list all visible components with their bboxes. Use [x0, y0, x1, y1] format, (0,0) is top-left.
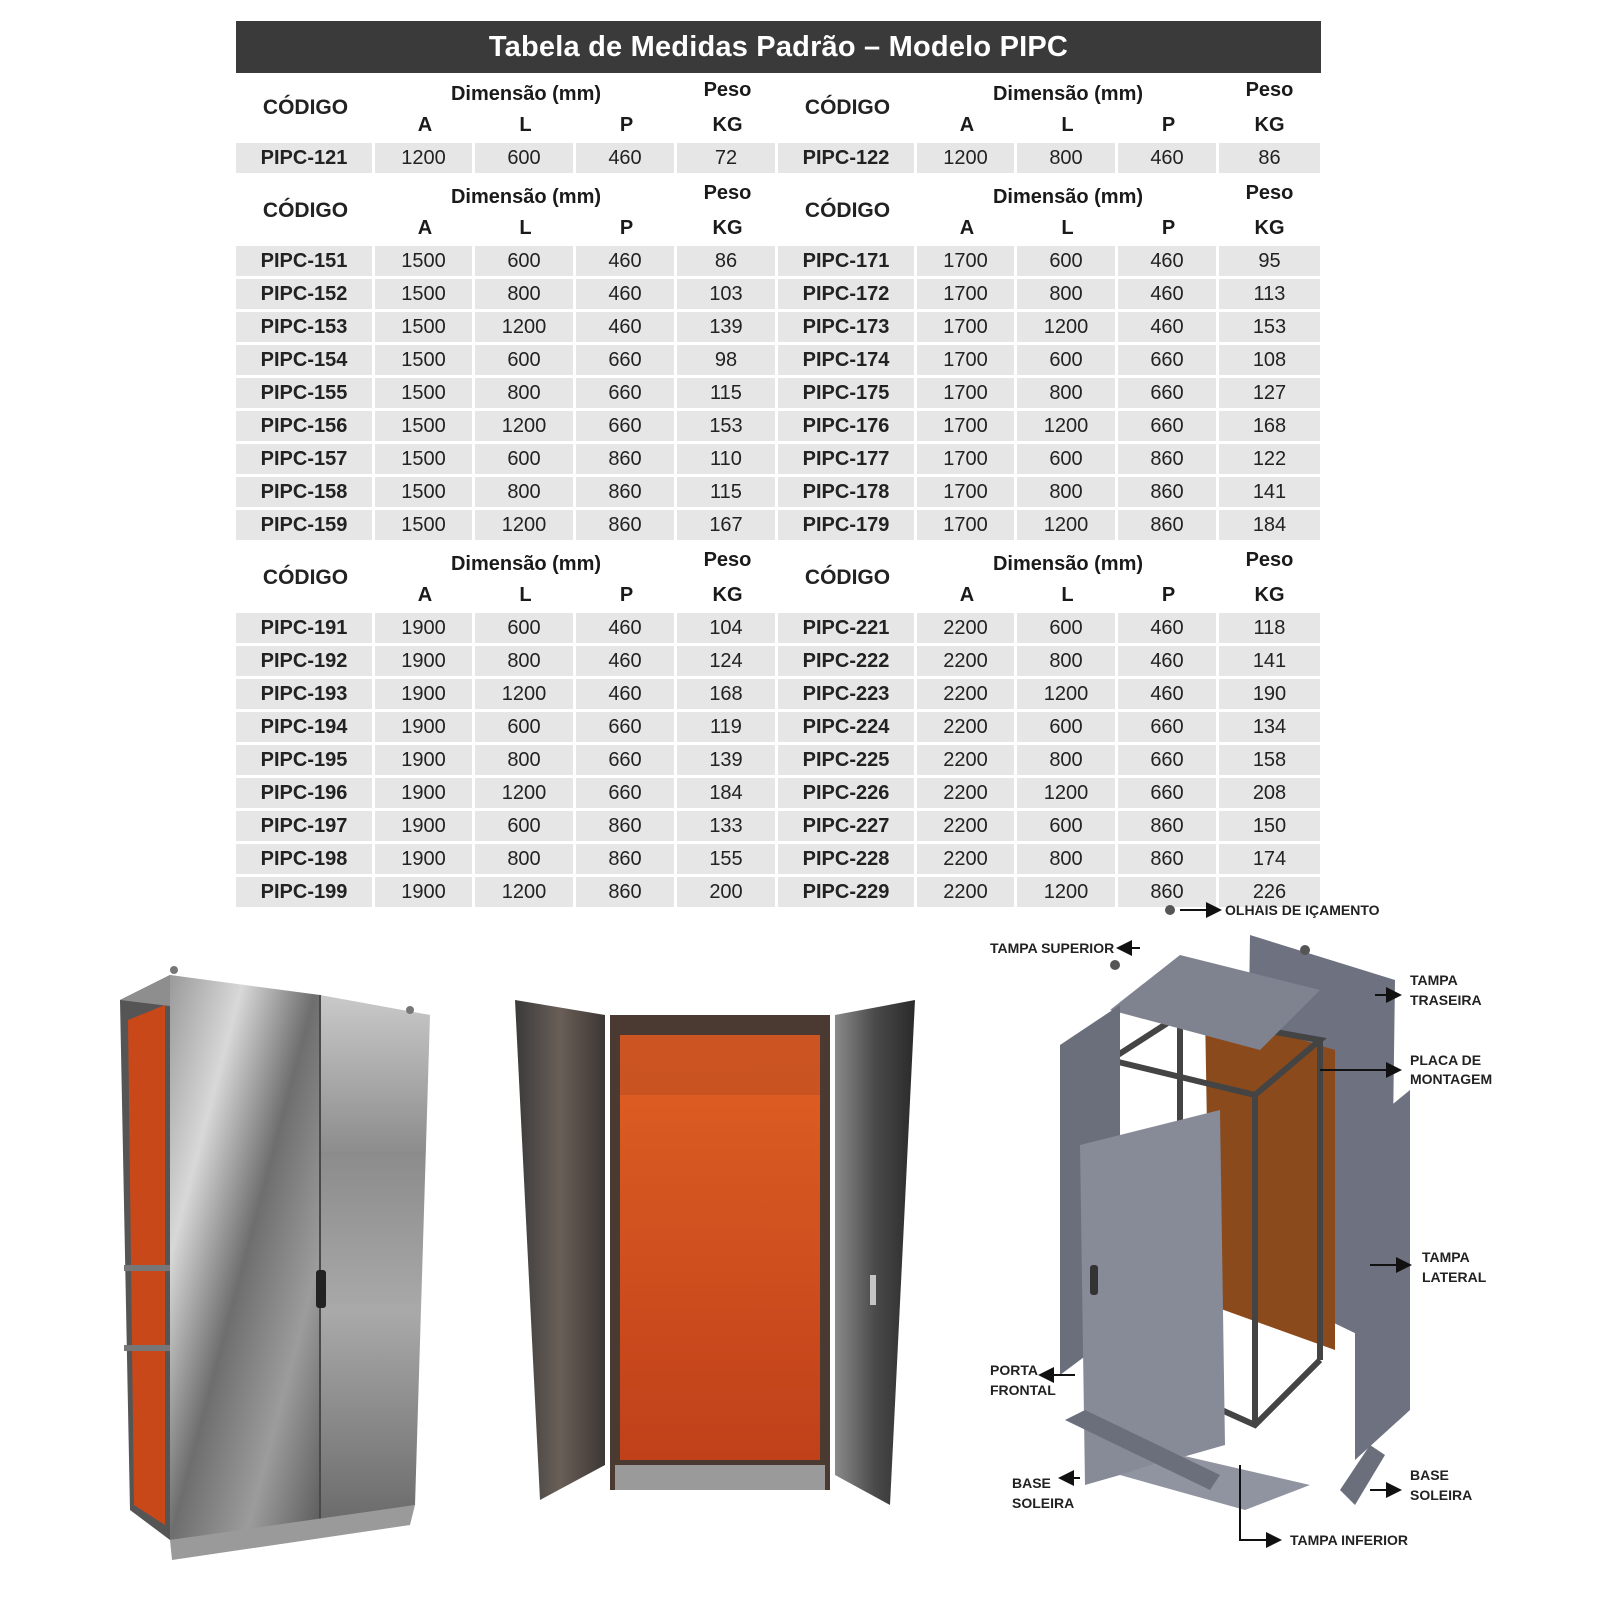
cell-value: 800 — [1017, 279, 1118, 312]
cell-value: 1200 — [1017, 312, 1118, 345]
cell-value: 660 — [576, 745, 677, 778]
cell-value: 1700 — [917, 411, 1017, 444]
cell-value: 800 — [475, 844, 576, 877]
cell-value: 190 — [1219, 679, 1320, 712]
cell-code: PIPC-174 — [778, 345, 917, 378]
header-a: A — [417, 217, 433, 239]
cell-value: 1700 — [917, 444, 1017, 477]
dimensions-table — [236, 21, 1321, 910]
cell-value: 2200 — [917, 844, 1017, 877]
cell-value: 139 — [677, 745, 778, 778]
header-dimensions — [375, 176, 778, 246]
cell-value: 800 — [1017, 844, 1118, 877]
cell-value: 1700 — [917, 345, 1017, 378]
label-porta-2: FRONTAL — [990, 1382, 1056, 1398]
cell-value: 600 — [475, 811, 576, 844]
header-code: CÓDIGO — [804, 96, 891, 119]
label-base-right-2: SOLEIRA — [1410, 1487, 1473, 1503]
cell-value: 1900 — [375, 811, 475, 844]
cell-value: 460 — [1118, 646, 1219, 679]
header-dimensions — [917, 73, 1320, 143]
label-tampa-inferior: TAMPA INFERIOR — [1290, 1532, 1408, 1548]
cell-value: 800 — [475, 378, 576, 411]
cell-code: PIPC-227 — [778, 811, 917, 844]
table-header — [236, 176, 1321, 246]
cell-value: 460 — [576, 679, 677, 712]
cell-value: 119 — [677, 712, 778, 745]
cell-code: PIPC-191 — [236, 613, 375, 646]
cell-value: 72 — [677, 143, 778, 176]
cell-value: 113 — [1219, 279, 1320, 312]
header-dimensions — [375, 73, 778, 143]
cell-code: PIPC-151 — [236, 246, 375, 279]
header-a: A — [417, 114, 433, 136]
header-a: A — [417, 584, 433, 606]
cell-value: 660 — [1118, 345, 1219, 378]
cell-value: 139 — [677, 312, 778, 345]
cell-code: PIPC-193 — [236, 679, 375, 712]
cell-code: PIPC-223 — [778, 679, 917, 712]
cell-value: 86 — [1219, 143, 1320, 176]
cell-value: 660 — [576, 378, 677, 411]
cell-value: 860 — [1118, 844, 1219, 877]
cell-value: 158 — [1219, 745, 1320, 778]
cell-value: 600 — [1017, 712, 1118, 745]
cell-code: PIPC-173 — [778, 312, 917, 345]
cell-value: 460 — [1118, 246, 1219, 279]
table-row — [236, 279, 1321, 312]
table-row — [236, 378, 1321, 411]
label-tampa-superior: TAMPA SUPERIOR — [990, 940, 1115, 956]
cell-code: PIPC-121 — [236, 143, 375, 176]
cell-value: 1700 — [917, 477, 1017, 510]
label-olhais: OLHAIS DE IÇAMENTO — [1225, 902, 1380, 918]
cell-value: 660 — [1118, 712, 1219, 745]
table-row — [236, 411, 1321, 444]
header-l: L — [519, 114, 532, 136]
cell-value: 1900 — [375, 712, 475, 745]
table-row — [236, 477, 1321, 510]
cell-code: PIPC-222 — [778, 646, 917, 679]
cell-code: PIPC-192 — [236, 646, 375, 679]
header-dimension-title: Dimensão (mm) — [450, 83, 602, 105]
cell-value: 460 — [576, 246, 677, 279]
cell-value: 600 — [1017, 345, 1118, 378]
cell-value: 460 — [1118, 312, 1219, 345]
cell-value: 133 — [677, 811, 778, 844]
closed-cabinet-photo — [110, 965, 440, 1565]
cell-value: 460 — [1118, 279, 1219, 312]
cell-value: 1200 — [475, 510, 576, 543]
cell-value: 2200 — [917, 679, 1017, 712]
cell-value: 184 — [677, 778, 778, 811]
cell-value: 153 — [677, 411, 778, 444]
cell-value: 460 — [1118, 679, 1219, 712]
label-tampa-traseira-2: TRASEIRA — [1410, 992, 1482, 1008]
cell-value: 1900 — [375, 745, 475, 778]
header-weight: Peso — [1245, 549, 1294, 571]
cell-value: 600 — [1017, 811, 1118, 844]
cell-value: 860 — [1118, 811, 1219, 844]
cell-value: 800 — [475, 745, 576, 778]
cell-value: 1200 — [917, 143, 1017, 176]
cell-value: 1900 — [375, 646, 475, 679]
table-row — [236, 246, 1321, 279]
header-l: L — [1061, 114, 1074, 136]
table-row — [236, 745, 1321, 778]
cell-value: 860 — [576, 510, 677, 543]
cell-value: 800 — [1017, 477, 1118, 510]
cell-code: PIPC-171 — [778, 246, 917, 279]
header-dimensions — [375, 543, 778, 613]
table-header — [236, 73, 1321, 143]
table-row — [236, 712, 1321, 745]
cell-value: 800 — [475, 279, 576, 312]
cell-value: 2200 — [917, 811, 1017, 844]
table-header — [236, 543, 1321, 613]
cell-value: 1500 — [375, 246, 475, 279]
cell-value: 118 — [1219, 613, 1320, 646]
label-placa-1: PLACA DE — [1410, 1052, 1482, 1068]
label-tampa-lateral-1: TAMPA — [1422, 1249, 1470, 1265]
cell-value: 1500 — [375, 312, 475, 345]
cell-value: 124 — [677, 646, 778, 679]
cell-value: 600 — [1017, 444, 1118, 477]
cell-value: 800 — [1017, 646, 1118, 679]
cell-value: 660 — [576, 411, 677, 444]
cell-value: 600 — [475, 712, 576, 745]
cell-value: 115 — [677, 477, 778, 510]
cell-value: 2200 — [917, 745, 1017, 778]
cell-value: 95 — [1219, 246, 1320, 279]
cell-value: 122 — [1219, 444, 1320, 477]
header-dimensions — [917, 543, 1320, 613]
cell-value: 1200 — [1017, 778, 1118, 811]
cell-code: PIPC-153 — [236, 312, 375, 345]
header-kg: KG — [712, 584, 743, 606]
cell-value: 1200 — [475, 877, 576, 910]
cell-value: 600 — [1017, 613, 1118, 646]
label-base-left-2: SOLEIRA — [1012, 1495, 1075, 1511]
cell-value: 1900 — [375, 778, 475, 811]
header-dimensions — [917, 176, 1320, 246]
cell-value: 141 — [1219, 477, 1320, 510]
header-l: L — [519, 584, 532, 606]
cell-value: 600 — [1017, 246, 1118, 279]
table-row — [236, 444, 1321, 477]
header-code: CÓDIGO — [262, 199, 349, 222]
cell-value: 1900 — [375, 613, 475, 646]
table-block — [236, 543, 1321, 910]
cell-code: PIPC-175 — [778, 378, 917, 411]
cell-code: PIPC-154 — [236, 345, 375, 378]
cell-value: 800 — [475, 646, 576, 679]
cell-value: 600 — [475, 444, 576, 477]
header-code: CÓDIGO — [262, 96, 349, 119]
cell-value: 860 — [576, 444, 677, 477]
cell-value: 1700 — [917, 312, 1017, 345]
cell-value: 460 — [1118, 613, 1219, 646]
cell-value: 860 — [576, 844, 677, 877]
cell-value: 200 — [677, 877, 778, 910]
cell-code: PIPC-156 — [236, 411, 375, 444]
cell-value: 1900 — [375, 877, 475, 910]
cell-value: 1500 — [375, 411, 475, 444]
cell-value: 1200 — [1017, 877, 1118, 910]
label-base-right-1: BASE — [1410, 1467, 1449, 1483]
cell-value: 155 — [677, 844, 778, 877]
label-placa-2: MONTAGEM — [1410, 1071, 1493, 1087]
header-code: CÓDIGO — [804, 199, 891, 222]
cell-value: 660 — [576, 712, 677, 745]
cell-code: PIPC-224 — [778, 712, 917, 745]
cell-code: PIPC-199 — [236, 877, 375, 910]
cell-code: PIPC-158 — [236, 477, 375, 510]
cell-value: 134 — [1219, 712, 1320, 745]
table-block — [236, 176, 1321, 543]
cell-value: 2200 — [917, 712, 1017, 745]
header-a: A — [959, 114, 975, 136]
cell-value: 127 — [1219, 378, 1320, 411]
cell-value: 1200 — [1017, 411, 1118, 444]
cell-value: 1500 — [375, 477, 475, 510]
header-code: CÓDIGO — [262, 566, 349, 589]
cell-value: 108 — [1219, 345, 1320, 378]
cell-code: PIPC-155 — [236, 378, 375, 411]
cell-value: 600 — [475, 345, 576, 378]
cell-code: PIPC-196 — [236, 778, 375, 811]
right-side-panel — [1355, 1090, 1410, 1460]
header-kg: KG — [1254, 114, 1285, 136]
cell-value: 860 — [576, 477, 677, 510]
cell-code: PIPC-195 — [236, 745, 375, 778]
cell-value: 168 — [1219, 411, 1320, 444]
cell-value: 1700 — [917, 510, 1017, 543]
cell-value: 1200 — [475, 679, 576, 712]
cell-value: 460 — [576, 312, 677, 345]
cell-code: PIPC-178 — [778, 477, 917, 510]
cell-value: 660 — [1118, 378, 1219, 411]
header-dimension-title: Dimensão (mm) — [992, 186, 1144, 208]
cell-value: 460 — [576, 279, 677, 312]
cell-value: 860 — [576, 811, 677, 844]
cell-value: 1200 — [475, 778, 576, 811]
header-weight: Peso — [703, 549, 752, 571]
cell-code: PIPC-194 — [236, 712, 375, 745]
cell-value: 860 — [576, 877, 677, 910]
header-dimension-title: Dimensão (mm) — [450, 186, 602, 208]
cell-code: PIPC-157 — [236, 444, 375, 477]
cell-value: 110 — [677, 444, 778, 477]
cell-value: 115 — [677, 378, 778, 411]
cell-value: 1200 — [475, 411, 576, 444]
cell-value: 1200 — [1017, 679, 1118, 712]
cell-value: 1700 — [917, 279, 1017, 312]
header-weight: Peso — [1245, 182, 1294, 204]
header-code: CÓDIGO — [804, 566, 891, 589]
cell-value: 1900 — [375, 679, 475, 712]
cell-value: 1200 — [375, 143, 475, 176]
header-p: P — [1161, 584, 1176, 606]
header-p: P — [1161, 114, 1176, 136]
cell-value: 2200 — [917, 877, 1017, 910]
cell-value: 1700 — [917, 378, 1017, 411]
table-row — [236, 646, 1321, 679]
header-weight: Peso — [703, 182, 752, 204]
cell-value: 660 — [576, 345, 677, 378]
cell-value: 174 — [1219, 844, 1320, 877]
header-dimension-title: Dimensão (mm) — [450, 553, 602, 575]
cell-code: PIPC-172 — [778, 279, 917, 312]
table-row — [236, 613, 1321, 646]
cell-value: 1500 — [375, 444, 475, 477]
table-row — [236, 510, 1321, 543]
label-base-left-1: BASE — [1012, 1475, 1051, 1491]
cell-value: 208 — [1219, 778, 1320, 811]
cell-code: PIPC-221 — [778, 613, 917, 646]
cell-value: 600 — [475, 143, 576, 176]
cell-value: 168 — [677, 679, 778, 712]
exploded-cabinet-diagram — [990, 900, 1550, 1590]
table-row — [236, 811, 1321, 844]
cell-value: 800 — [1017, 745, 1118, 778]
cell-code: PIPC-226 — [778, 778, 917, 811]
cell-value: 86 — [677, 246, 778, 279]
cell-value: 460 — [576, 143, 677, 176]
cell-code: PIPC-122 — [778, 143, 917, 176]
cell-value: 153 — [1219, 312, 1320, 345]
cell-value: 1200 — [1017, 510, 1118, 543]
header-kg: KG — [1254, 217, 1285, 239]
header-weight: Peso — [703, 79, 752, 101]
table-row — [236, 778, 1321, 811]
cell-value: 800 — [1017, 143, 1118, 176]
cell-value: 460 — [576, 613, 677, 646]
cell-value: 460 — [1118, 143, 1219, 176]
cell-value: 98 — [677, 345, 778, 378]
cell-value: 1500 — [375, 345, 475, 378]
table-body — [236, 73, 1321, 910]
header-l: L — [519, 217, 532, 239]
base-right — [1340, 1445, 1385, 1505]
label-porta-1: PORTA — [990, 1362, 1038, 1378]
cell-value: 660 — [1118, 778, 1219, 811]
cell-code: PIPC-229 — [778, 877, 917, 910]
cell-value: 103 — [677, 279, 778, 312]
cell-value: 2200 — [917, 613, 1017, 646]
header-kg: KG — [712, 217, 743, 239]
open-cabinet-photo — [515, 995, 935, 1535]
cell-value: 184 — [1219, 510, 1320, 543]
header-dimension-title: Dimensão (mm) — [992, 83, 1144, 105]
cell-code: PIPC-176 — [778, 411, 917, 444]
cell-value: 660 — [576, 778, 677, 811]
header-weight: Peso — [1245, 79, 1294, 101]
cell-value: 1200 — [475, 312, 576, 345]
cell-value: 2200 — [917, 778, 1017, 811]
cell-value: 660 — [1118, 411, 1219, 444]
header-p: P — [1161, 217, 1176, 239]
cell-value: 860 — [1118, 444, 1219, 477]
mounting-plate — [1205, 1010, 1335, 1350]
cell-value: 226 — [1219, 877, 1320, 910]
cell-value: 800 — [1017, 378, 1118, 411]
cell-code: PIPC-228 — [778, 844, 917, 877]
header-l: L — [1061, 217, 1074, 239]
cell-value: 2200 — [917, 646, 1017, 679]
table-row — [236, 312, 1321, 345]
table-row — [236, 143, 1321, 176]
cell-code: PIPC-179 — [778, 510, 917, 543]
cell-value: 1500 — [375, 279, 475, 312]
cell-code: PIPC-225 — [778, 745, 917, 778]
header-p: P — [619, 217, 634, 239]
cell-value: 1500 — [375, 510, 475, 543]
cell-code: PIPC-152 — [236, 279, 375, 312]
header-dimension-title: Dimensão (mm) — [992, 553, 1144, 575]
cell-value: 1700 — [917, 246, 1017, 279]
label-tampa-traseira-1: TAMPA — [1410, 972, 1458, 988]
cell-value: 860 — [1118, 510, 1219, 543]
cell-value: 660 — [1118, 745, 1219, 778]
header-p: P — [619, 584, 634, 606]
table-row — [236, 844, 1321, 877]
cell-value: 600 — [475, 246, 576, 279]
table-title: Tabela de Medidas Padrão – Modelo PIPC — [236, 21, 1321, 73]
table-row — [236, 679, 1321, 712]
cell-value: 141 — [1219, 646, 1320, 679]
cell-value: 460 — [576, 646, 677, 679]
cell-value: 800 — [475, 477, 576, 510]
table-block — [236, 73, 1321, 176]
header-kg: KG — [1254, 584, 1285, 606]
cell-code: PIPC-197 — [236, 811, 375, 844]
header-l: L — [1061, 584, 1074, 606]
cell-value: 1500 — [375, 378, 475, 411]
header-a: A — [959, 584, 975, 606]
cell-value: 167 — [677, 510, 778, 543]
cell-value: 600 — [475, 613, 576, 646]
table-row — [236, 345, 1321, 378]
cell-code: PIPC-159 — [236, 510, 375, 543]
header-a: A — [959, 217, 975, 239]
label-tampa-lateral-2: LATERAL — [1422, 1269, 1487, 1285]
header-kg: KG — [712, 114, 743, 136]
cell-value: 104 — [677, 613, 778, 646]
cell-value: 1900 — [375, 844, 475, 877]
cell-code: PIPC-177 — [778, 444, 917, 477]
cell-value: 860 — [1118, 477, 1219, 510]
header-p: P — [619, 114, 634, 136]
cell-value: 860 — [1118, 877, 1219, 910]
cell-code: PIPC-198 — [236, 844, 375, 877]
cell-value: 150 — [1219, 811, 1320, 844]
